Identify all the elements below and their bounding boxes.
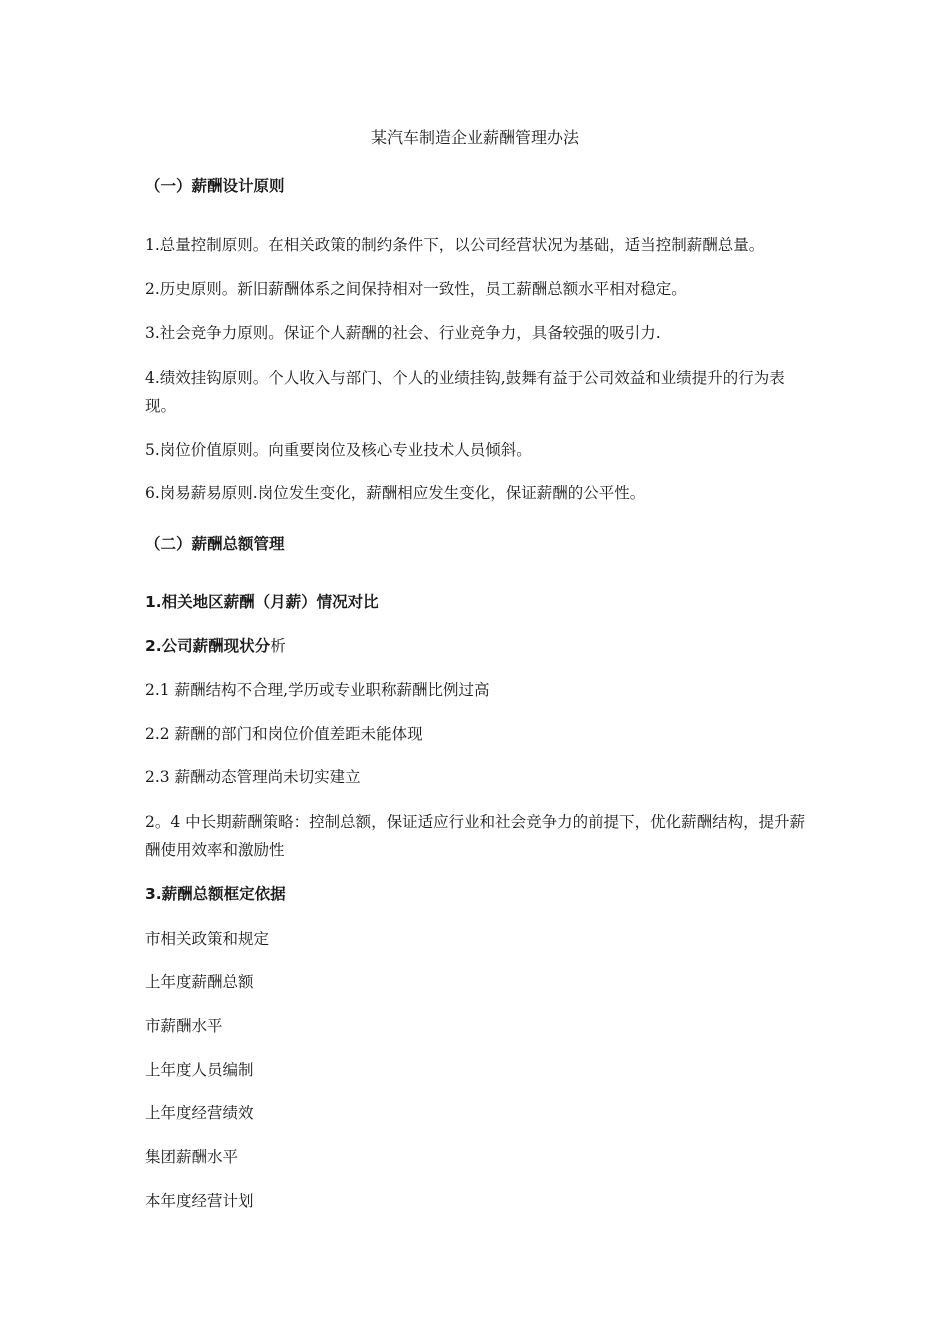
section-heading-total-management: （二）薪酬总额管理 (145, 535, 285, 553)
basis-item: 上年度薪酬总额 (145, 973, 254, 991)
subheading-current-analysis-bold: 2.公司薪酬现状分 (145, 637, 271, 655)
section-heading-design-principles: （一）薪酬设计原则 (145, 177, 285, 195)
principle-item: 4.绩效挂钩原则。个人收入与部门、个人的业绩挂钩,鼓舞有益于公司效益和业绩提升的行为表现。 (145, 369, 785, 415)
analysis-item: 2.3 薪酬动态管理尚未切实建立 (145, 768, 361, 786)
principle-item: 6.岗易薪易原则.岗位发生变化，薪酬相应发生变化，保证薪酬的公平性。 (145, 484, 646, 502)
principle-item: 3.社会竞争力原则。保证个人薪酬的社会、行业竞争力，具备较强的吸引力. (145, 324, 661, 342)
basis-item: 本年度经营计划 (145, 1192, 254, 1210)
basis-item: 上年度经营绩效 (145, 1104, 254, 1122)
basis-item: 市薪酬水平 (145, 1017, 223, 1035)
analysis-item: 2.2 薪酬的部门和岗位价值差距未能体现 (145, 725, 423, 743)
subheading-current-analysis-rest: 析 (270, 637, 286, 655)
principle-item: 1.总量控制原则。在相关政策的制约条件下，以公司经营状况为基础，适当控制薪酬总量。 (145, 236, 765, 254)
basis-item: 集团薪酬水平 (145, 1148, 239, 1166)
subheading-total-basis: 3.薪酬总额框定依据 (145, 885, 286, 903)
analysis-item: 2.1 薪酬结构不合理,学历或专业职称薪酬比例过高 (145, 681, 490, 699)
document-title: 某汽车制造企业薪酬管理办法 (370, 128, 579, 147)
subheading-current-analysis (145, 632, 810, 660)
subheading-regional-comparison: 1.相关地区薪酬（月薪）情况对比 (145, 593, 379, 611)
basis-item: 上年度人员编制 (145, 1061, 254, 1079)
principle-item: 5.岗位价值原则。向重要岗位及核心专业技术人员倾斜。 (145, 441, 532, 459)
analysis-item: 2。4 中长期薪酬策略：控制总额，保证适应行业和社会竞争力的前提下，优化薪酬结构，提升薪酬使用效率和激励性 (145, 813, 806, 859)
principle-item: 2.历史原则。新旧薪酬体系之间保持相对一致性，员工薪酬总额水平相对稳定。 (145, 280, 687, 298)
basis-item: 市相关政策和规定 (145, 930, 270, 948)
